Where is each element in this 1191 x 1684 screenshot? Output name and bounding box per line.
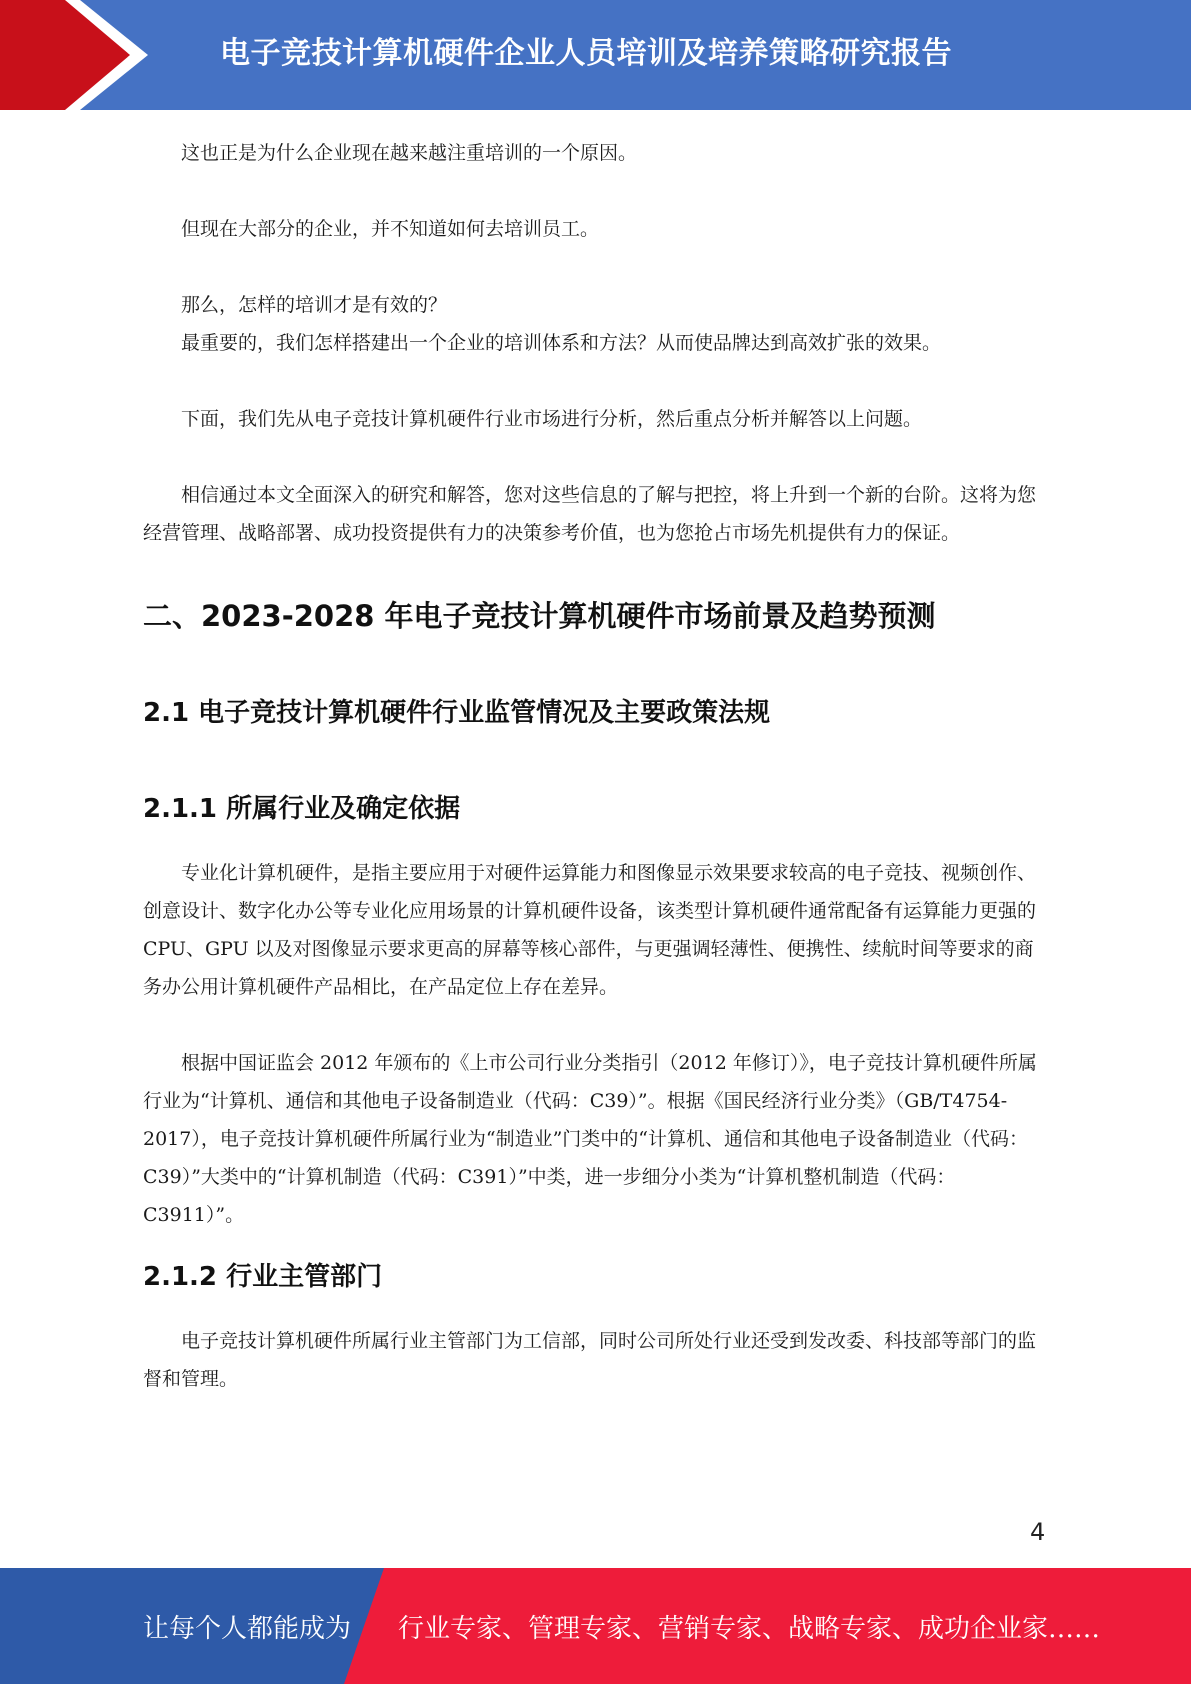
paragraph: 专业化计算机硬件，是指主要应用于对硬件运算能力和图像显示效果要求较高的电子竞技、视频创作、创意设计、数字化办公等专业化应用场景的计算机硬件设备，该类型计算机硬件通常配备有运算能力更强的 CPU、GPU 以及对图像显示要求更高的屏幕等核心部件，与更强调轻薄性、便携性、续航时间等要求的商务办公用计算机硬件产品相比，在产品定位上存在差异。 <box>143 862 1037 998</box>
paragraph: 那么，怎样的培训才是有效的？ <box>181 294 448 316</box>
section-heading: 二、2023-2028 年电子竞技计算机硬件市场前景及趋势预测 <box>143 599 936 633</box>
paragraph: 根据中国证监会 2012 年颁布的《上市公司行业分类指引（2012 年修订）》，电子竞技计算机硬件所属行业为“计算机、通信和其他电子设备制造业（代码：C39）”。根据《国民经济行业分类》（GB/T4754-2017），电子竞技计算机硬件所属行业为“制造业”门类中的“计算机、通信和其他电子设备制造业（代码：C39）”大类中的“计算机制造（代码：C391）”中类，进一步细分小类为“计算机整机制造（代码：C3911）”。 <box>143 1052 1037 1226</box>
paragraph: 最重要的，我们怎样搭建出一个企业的培训体系和方法？从而使品牌达到高效扩张的效果。 <box>181 332 942 354</box>
subsubsection-heading: 2.1.2 行业主管部门 <box>143 1262 383 1292</box>
subsubsection-heading: 2.1.1 所属行业及确定依据 <box>143 794 461 824</box>
paragraph: 相信通过本文全面深入的研究和解答，您对这些信息的了解与把控，将上升到一个新的台阶。这将为您经营管理、战略部署、成功投资提供有力的决策参考价值，也为您抢占市场先机提供有力的保证。 <box>143 484 1037 544</box>
header-title: 电子竞技计算机硬件企业人员培训及培养策略研究报告 <box>220 36 952 71</box>
paragraph: 电子竞技计算机硬件所属行业主管部门为工信部，同时公司所处行业还受到发改委、科技部等部门的监督和管理。 <box>143 1330 1037 1390</box>
paragraph: 但现在大部分的企业，并不知道如何去培训员工。 <box>181 218 600 240</box>
footer-slogan-right: 行业专家、管理专家、营销专家、战略专家、成功企业家…… <box>398 1614 1101 1644</box>
subsection-heading: 2.1 电子竞技计算机硬件行业监管情况及主要政策法规 <box>143 698 771 728</box>
paragraph: 下面，我们先从电子竞技计算机硬件行业市场进行分析，然后重点分析并解答以上问题。 <box>181 408 923 430</box>
page-header <box>0 0 1191 110</box>
footer-slogan-left: 让每个人都能成为 <box>143 1614 352 1644</box>
page-footer <box>0 1568 1191 1684</box>
paragraph: 这也正是为什么企业现在越来越注重培训的一个原因。 <box>181 142 638 164</box>
page-number: 4 <box>1030 1518 1046 1546</box>
document-body <box>143 134 1048 1398</box>
